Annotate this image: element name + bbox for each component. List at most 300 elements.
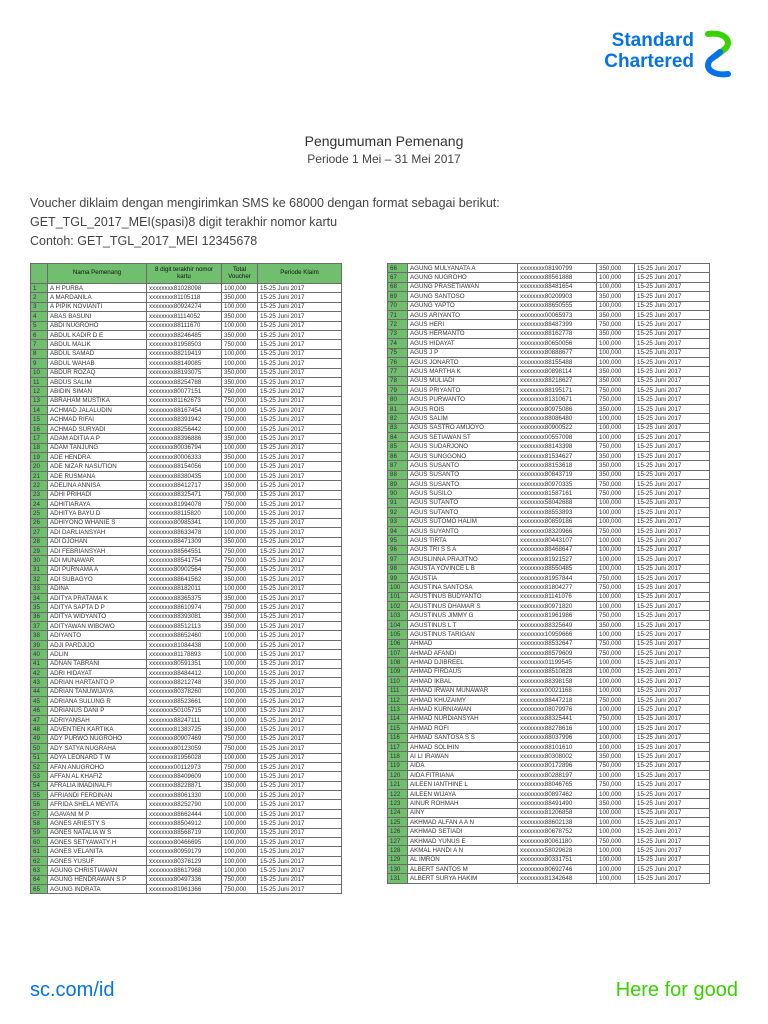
table-row xyxy=(388,320,710,329)
cell-voucher: 100,000 xyxy=(597,273,635,282)
cell-period: 15-25 Juni 2017 xyxy=(258,453,342,462)
cell-no: 69 xyxy=(388,292,408,301)
cell-no: 80 xyxy=(388,395,408,404)
cell-voucher: 100,000 xyxy=(597,705,635,714)
cell-voucher: 750,000 xyxy=(222,556,258,565)
cell-period: 15-25 Juni 2017 xyxy=(258,622,342,631)
cell-no: 93 xyxy=(388,517,408,526)
cell-no: 49 xyxy=(31,734,48,743)
cell-card: xxxxxxxx80898114 xyxy=(518,367,597,376)
cell-name: ADI DJOHAN xyxy=(48,537,147,546)
cell-voucher: 750,000 xyxy=(597,573,635,582)
cell-name: AINUR ROHMAH xyxy=(408,799,518,808)
cell-card: xxxxxxxx80970335 xyxy=(518,479,597,488)
cell-name: AGUS SALIM xyxy=(408,414,518,423)
cell-voucher: 100,000 xyxy=(597,846,635,855)
cell-name: AKHMAD ALFAN A A N xyxy=(408,818,518,827)
table-row xyxy=(388,357,710,366)
cell-no: 28 xyxy=(31,537,48,546)
table-row xyxy=(388,404,710,413)
cell-name: ACHMAD SURYADI xyxy=(48,424,147,433)
cell-voucher: 100,000 xyxy=(222,800,258,809)
table-row xyxy=(388,470,710,479)
cell-card: xxxxxxxx88325649 xyxy=(518,620,597,629)
cell-voucher: 750,000 xyxy=(597,479,635,488)
table-row xyxy=(31,640,342,649)
cell-card: xxxxxxxx81383725 xyxy=(147,725,222,734)
cell-voucher: 100,000 xyxy=(222,284,258,293)
cell-name: AGUNG YAPTO xyxy=(408,301,518,310)
cell-name: ADIYANTO xyxy=(48,631,147,640)
table-row xyxy=(388,874,710,883)
table-row xyxy=(31,406,342,415)
cell-name: ADINA xyxy=(48,584,147,593)
cell-period: 15-25 Juni 2017 xyxy=(258,509,342,518)
cell-name: AIDA xyxy=(408,761,518,770)
cell-name: AHMAD IRWAN MUNAWAR xyxy=(408,686,518,695)
cell-card: xxxxxxxx88246485 xyxy=(147,330,222,339)
cell-no: 15 xyxy=(31,415,48,424)
table-row xyxy=(388,292,710,301)
cell-card: xxxxxxxx88195171 xyxy=(518,386,597,395)
cell-name: AGUS J P xyxy=(408,348,518,357)
cell-voucher: 100,000 xyxy=(222,640,258,649)
cell-period: 15-25 Juni 2017 xyxy=(635,282,710,291)
cell-period: 15-25 Juni 2017 xyxy=(635,808,710,817)
instructions xyxy=(30,194,500,251)
cell-no: 89 xyxy=(388,479,408,488)
cell-voucher: 750,000 xyxy=(597,639,635,648)
cell-name: AGUNG MULYANATA A xyxy=(408,264,518,273)
cell-no: 16 xyxy=(31,424,48,433)
cell-no: 125 xyxy=(388,818,408,827)
cell-voucher: 350,000 xyxy=(222,377,258,386)
cell-period: 15-25 Juni 2017 xyxy=(258,856,342,865)
cell-name: AGUS SUDARJONO xyxy=(408,442,518,451)
cell-period: 15-25 Juni 2017 xyxy=(258,490,342,499)
table-row xyxy=(31,537,342,546)
cell-name: AGUS SUYANTO xyxy=(408,526,518,535)
cell-name: AILEEN IANTHINE L xyxy=(408,780,518,789)
cell-voucher: 100,000 xyxy=(222,809,258,818)
cell-period: 15-25 Juni 2017 xyxy=(635,836,710,845)
cell-voucher: 100,000 xyxy=(222,819,258,828)
cell-voucher: 750,000 xyxy=(597,320,635,329)
cell-card: xxxxxxxx88471309 xyxy=(147,537,222,546)
cell-name: AGUSTINUS BUDYANTO xyxy=(408,592,518,601)
table-row xyxy=(31,284,342,293)
cell-no: 70 xyxy=(388,301,408,310)
cell-name: AGUNG CHRISTIAWAN xyxy=(48,866,147,875)
cell-card: xxxxxxxx88193075 xyxy=(147,368,222,377)
cell-voucher: 750,000 xyxy=(222,565,258,574)
cell-card: xxxxxxxx80924274 xyxy=(147,302,222,311)
table-row xyxy=(388,526,710,535)
cell-period: 15-25 Juni 2017 xyxy=(635,771,710,780)
table-row xyxy=(31,528,342,537)
table-row xyxy=(388,329,710,338)
cell-period: 15-25 Juni 2017 xyxy=(258,669,342,678)
cell-no: 25 xyxy=(31,509,48,518)
cell-period: 15-25 Juni 2017 xyxy=(635,799,710,808)
cell-no: 118 xyxy=(388,752,408,761)
cell-card: xxxxxxxx80466695 xyxy=(147,838,222,847)
table-row xyxy=(31,481,342,490)
cell-name: ABDUL SAMAD xyxy=(48,349,147,358)
table-row xyxy=(31,791,342,800)
cell-no: 108 xyxy=(388,658,408,667)
cell-name: AHMAD SOLIHIN xyxy=(408,742,518,751)
cell-period: 15-25 Juni 2017 xyxy=(258,518,342,527)
cell-period: 15-25 Juni 2017 xyxy=(258,377,342,386)
table-row xyxy=(388,836,710,845)
table-row xyxy=(31,321,342,330)
cell-voucher: 100,000 xyxy=(222,687,258,696)
cell-period: 15-25 Juni 2017 xyxy=(635,752,710,761)
cell-period: 15-25 Juni 2017 xyxy=(635,555,710,564)
cell-voucher: 100,000 xyxy=(597,498,635,507)
cell-period: 15-25 Juni 2017 xyxy=(258,772,342,781)
cell-period: 15-25 Juni 2017 xyxy=(258,753,342,762)
cell-card: xxxxxxxx88111670 xyxy=(147,321,222,330)
table-row xyxy=(388,752,710,761)
cell-card: xxxxxxxx80650056 xyxy=(518,339,597,348)
cell-name: AGUSTINUS TARIGAN xyxy=(408,630,518,639)
cell-no: 44 xyxy=(31,687,48,696)
cell-voucher: 100,000 xyxy=(597,724,635,733)
table-row xyxy=(388,639,710,648)
cell-period: 15-25 Juni 2017 xyxy=(258,499,342,508)
cell-period: 15-25 Juni 2017 xyxy=(635,827,710,836)
cell-period: 15-25 Juni 2017 xyxy=(635,611,710,620)
cell-period: 15-25 Juni 2017 xyxy=(258,715,342,724)
cell-voucher: 100,000 xyxy=(597,508,635,517)
cell-period: 15-25 Juni 2017 xyxy=(258,556,342,565)
cell-card: xxxxxxxx88212748 xyxy=(147,678,222,687)
cell-no: 103 xyxy=(388,611,408,620)
cell-no: 6 xyxy=(31,330,48,339)
cell-card: xxxxxxxx80378260 xyxy=(147,687,222,696)
cell-period: 15-25 Juni 2017 xyxy=(635,489,710,498)
table-row xyxy=(388,395,710,404)
table-row xyxy=(31,697,342,706)
cell-no: 2 xyxy=(31,293,48,302)
cell-voucher: 350,000 xyxy=(597,470,635,479)
cell-no: 11 xyxy=(31,377,48,386)
cell-no: 119 xyxy=(388,761,408,770)
cell-name: AL IMRON xyxy=(408,855,518,864)
cell-no: 114 xyxy=(388,714,408,723)
header-name: Nama Pemenang xyxy=(48,264,147,284)
cell-period: 15-25 Juni 2017 xyxy=(635,630,710,639)
cell-voucher: 100,000 xyxy=(222,471,258,480)
table-row xyxy=(388,508,710,517)
cell-period: 15-25 Juni 2017 xyxy=(258,612,342,621)
cell-period: 15-25 Juni 2017 xyxy=(635,526,710,535)
cell-card: xxxxxxxx80975086 xyxy=(518,404,597,413)
table-row xyxy=(31,659,342,668)
cell-voucher: 100,000 xyxy=(597,339,635,348)
cell-card: xxxxxxxx80971820 xyxy=(518,602,597,611)
cell-name: ADITYA PRATAMA K xyxy=(48,593,147,602)
cell-no: 20 xyxy=(31,462,48,471)
cell-period: 15-25 Juni 2017 xyxy=(635,451,710,460)
cell-no: 86 xyxy=(388,451,408,460)
cell-name: ABDUS SALIM xyxy=(48,377,147,386)
cell-card: xxxxxxxx81162673 xyxy=(147,396,222,405)
cell-no: 128 xyxy=(388,846,408,855)
cell-period: 15-25 Juni 2017 xyxy=(635,583,710,592)
cell-period: 15-25 Juni 2017 xyxy=(635,395,710,404)
cell-card: xxxxxxxx81178893 xyxy=(147,650,222,659)
cell-no: 72 xyxy=(388,320,408,329)
cell-name: AKHMAD SETIADI xyxy=(408,827,518,836)
table-row xyxy=(388,789,710,798)
cell-card: xxxxxxxx88481654 xyxy=(518,282,597,291)
cell-name: AGUS SUSANTO xyxy=(408,470,518,479)
cell-period: 15-25 Juni 2017 xyxy=(635,780,710,789)
cell-voucher: 350,000 xyxy=(222,312,258,321)
cell-no: 76 xyxy=(388,357,408,366)
cell-period: 15-25 Juni 2017 xyxy=(258,462,342,471)
header-no xyxy=(31,264,48,284)
cell-voucher: 100,000 xyxy=(222,528,258,537)
cell-card: xxxxxxxx88167454 xyxy=(147,406,222,415)
cell-card: xxxxxxxx88365375 xyxy=(147,593,222,602)
cell-card: xxxxxxxx88037996 xyxy=(518,733,597,742)
cell-no: 42 xyxy=(31,669,48,678)
cell-name: AGUNG PRASETIAWAN xyxy=(408,282,518,291)
table-row xyxy=(31,800,342,809)
cell-card: xxxxxxxx81028098 xyxy=(147,284,222,293)
cell-voucher: 750,000 xyxy=(597,649,635,658)
cell-no: 97 xyxy=(388,555,408,564)
cell-voucher: 100,000 xyxy=(222,856,258,865)
cell-period: 15-25 Juni 2017 xyxy=(258,875,342,884)
cell-period: 15-25 Juni 2017 xyxy=(635,386,710,395)
cell-card: xxxxxxxx88086480 xyxy=(518,414,597,423)
table-row xyxy=(388,742,710,751)
cell-no: 18 xyxy=(31,443,48,452)
table-row xyxy=(388,423,710,432)
cell-card: xxxxxxxx00065973 xyxy=(518,310,597,319)
cell-no: 23 xyxy=(31,490,48,499)
table-row xyxy=(388,846,710,855)
cell-voucher: 100,000 xyxy=(222,650,258,659)
cell-no: 105 xyxy=(388,630,408,639)
cell-no: 7 xyxy=(31,340,48,349)
table-row xyxy=(31,312,342,321)
cell-period: 15-25 Juni 2017 xyxy=(635,874,710,883)
cell-period: 15-25 Juni 2017 xyxy=(258,725,342,734)
cell-voucher: 350,000 xyxy=(222,622,258,631)
table-row xyxy=(31,781,342,790)
cell-no: 67 xyxy=(388,273,408,282)
cell-voucher: 350,000 xyxy=(222,481,258,490)
cell-voucher: 100,000 xyxy=(222,424,258,433)
cell-name: AGUS SUSANTO xyxy=(408,461,518,470)
cell-voucher: 350,000 xyxy=(597,376,635,385)
table-row xyxy=(388,479,710,488)
cell-no: 53 xyxy=(31,772,48,781)
cell-period: 15-25 Juni 2017 xyxy=(635,367,710,376)
cell-no: 31 xyxy=(31,565,48,574)
cell-voucher: 350,000 xyxy=(597,620,635,629)
cell-period: 15-25 Juni 2017 xyxy=(258,640,342,649)
table-row xyxy=(388,414,710,423)
cell-no: 59 xyxy=(31,828,48,837)
table-row xyxy=(388,442,710,451)
cell-no: 110 xyxy=(388,677,408,686)
cell-card: xxxxxxxx81534627 xyxy=(518,451,597,460)
cell-period: 15-25 Juni 2017 xyxy=(258,387,342,396)
table-row xyxy=(388,602,710,611)
table-row xyxy=(31,669,342,678)
table-row xyxy=(388,348,710,357)
cell-no: 100 xyxy=(388,583,408,592)
cell-card: xxxxxxxx88182011 xyxy=(147,584,222,593)
cell-name: AFRALIA IMADINALFI xyxy=(48,781,147,790)
logo-wordmark xyxy=(584,30,694,72)
cell-card: xxxxxxxx88219419 xyxy=(147,349,222,358)
cell-voucher: 100,000 xyxy=(222,406,258,415)
cell-period: 15-25 Juni 2017 xyxy=(635,357,710,366)
cell-name: AHMAD ROFI xyxy=(408,724,518,733)
cell-name: ADYA LEONARD T W xyxy=(48,753,147,762)
cell-voucher: 100,000 xyxy=(222,359,258,368)
cell-name: ALBERT SANTOS M xyxy=(408,865,518,874)
brand-logo xyxy=(584,30,734,80)
cell-voucher: 750,000 xyxy=(597,395,635,404)
cell-name: AGUS HERI xyxy=(408,320,518,329)
cell-no: 129 xyxy=(388,855,408,864)
table-row xyxy=(388,273,710,282)
cell-card: xxxxxxxx88602138 xyxy=(518,818,597,827)
cell-no: 83 xyxy=(388,423,408,432)
cell-card: xxxxxxxx81114052 xyxy=(147,312,222,321)
cell-no: 36 xyxy=(31,612,48,621)
cell-name: AGNES ARIESTY S xyxy=(48,819,147,828)
cell-period: 15-25 Juni 2017 xyxy=(635,705,710,714)
table-row xyxy=(31,359,342,368)
cell-name: AGNES NATALIA W S xyxy=(48,828,147,837)
cell-voucher: 750,000 xyxy=(597,386,635,395)
cell-no: 32 xyxy=(31,575,48,584)
cell-voucher: 350,000 xyxy=(597,292,635,301)
cell-period: 15-25 Juni 2017 xyxy=(635,733,710,742)
cell-voucher: 350,000 xyxy=(222,575,258,584)
table-row xyxy=(31,424,342,433)
header-card: 8 digit terakhir nomor kartu xyxy=(147,264,222,284)
cell-voucher: 750,000 xyxy=(597,489,635,498)
cell-period: 15-25 Juni 2017 xyxy=(635,536,710,545)
cell-no: 87 xyxy=(388,461,408,470)
table-row xyxy=(388,339,710,348)
cell-voucher: 750,000 xyxy=(222,490,258,499)
cell-no: 130 xyxy=(388,865,408,874)
cell-voucher: 100,000 xyxy=(597,301,635,310)
cell-card: xxxxxxxx80678752 xyxy=(518,827,597,836)
table-row xyxy=(388,771,710,780)
cell-period: 15-25 Juni 2017 xyxy=(635,846,710,855)
cell-card: xxxxxxxx88652460 xyxy=(147,631,222,640)
cell-card: xxxxxxxx88662444 xyxy=(147,809,222,818)
cell-name: ADRIYANSAH xyxy=(48,715,147,724)
standard-chartered-logo-icon xyxy=(702,30,734,78)
cell-voucher: 100,000 xyxy=(222,659,258,668)
cell-voucher: 100,000 xyxy=(222,706,258,715)
cell-voucher: 100,000 xyxy=(597,536,635,545)
cell-voucher: 100,000 xyxy=(597,865,635,874)
cell-card: xxxxxxxx80897462 xyxy=(518,789,597,798)
table-row xyxy=(388,555,710,564)
cell-voucher: 100,000 xyxy=(222,631,258,640)
logo-line2: Chartered xyxy=(604,51,694,72)
cell-voucher: 350,000 xyxy=(222,293,258,302)
cell-name: ADVENTIEN KARTIKA xyxy=(48,725,147,734)
cell-period: 15-25 Juni 2017 xyxy=(258,650,342,659)
table-header-row xyxy=(31,264,342,284)
cell-name: AHMAD SANTOSA S S xyxy=(408,733,518,742)
cell-card: xxxxxxxx81587161 xyxy=(518,489,597,498)
cell-no: 17 xyxy=(31,434,48,443)
cell-voucher: 100,000 xyxy=(597,827,635,836)
cell-no: 111 xyxy=(388,686,408,695)
cell-no: 94 xyxy=(388,526,408,535)
cell-no: 56 xyxy=(31,800,48,809)
cell-voucher: 100,000 xyxy=(597,818,635,827)
table-row xyxy=(388,386,710,395)
cell-period: 15-25 Juni 2017 xyxy=(635,301,710,310)
cell-name: ADNAN TABRANI xyxy=(48,659,147,668)
cell-card: xxxxxxxx88115820 xyxy=(147,509,222,518)
cell-voucher: 750,000 xyxy=(597,780,635,789)
cell-period: 15-25 Juni 2017 xyxy=(635,320,710,329)
cell-name: ADI SUBAGYO xyxy=(48,575,147,584)
cell-card: xxxxxxxx80443107 xyxy=(518,536,597,545)
table-row xyxy=(388,620,710,629)
cell-voucher: 350,000 xyxy=(222,330,258,339)
cell-no: 112 xyxy=(388,695,408,704)
cell-period: 15-25 Juni 2017 xyxy=(258,734,342,743)
cell-card: xxxxxxxx88484412 xyxy=(147,669,222,678)
cell-voucher: 100,000 xyxy=(222,715,258,724)
cell-name: AGUS ARIYANTO xyxy=(408,310,518,319)
cell-name: ADE RUSMANA xyxy=(48,471,147,480)
cell-period: 15-25 Juni 2017 xyxy=(635,508,710,517)
cell-card: xxxxxxxx88409609 xyxy=(147,772,222,781)
cell-no: 37 xyxy=(31,622,48,631)
footer-url[interactable]: sc.com/id xyxy=(30,979,115,1001)
instruction-line-2: GET_TGL_2017_MEI(spasi)8 digit terakhir nomor kartu xyxy=(30,215,338,229)
cell-no: 123 xyxy=(388,799,408,808)
table-row xyxy=(388,799,710,808)
cell-voucher: 750,000 xyxy=(222,885,258,894)
cell-no: 79 xyxy=(388,386,408,395)
cell-card: xxxxxxxx88254788 xyxy=(147,377,222,386)
cell-voucher: 100,000 xyxy=(222,584,258,593)
cell-period: 15-25 Juni 2017 xyxy=(635,498,710,507)
cell-voucher: 100,000 xyxy=(597,357,635,366)
cell-name: AHMAD KURNIAWAN xyxy=(408,705,518,714)
cell-name: ABDUR ROZAQ xyxy=(48,368,147,377)
table-row xyxy=(31,518,342,527)
cell-no: 51 xyxy=(31,753,48,762)
cell-no: 24 xyxy=(31,499,48,508)
cell-period: 15-25 Juni 2017 xyxy=(635,855,710,864)
cell-voucher: 100,000 xyxy=(222,462,258,471)
cell-period: 15-25 Juni 2017 xyxy=(635,292,710,301)
